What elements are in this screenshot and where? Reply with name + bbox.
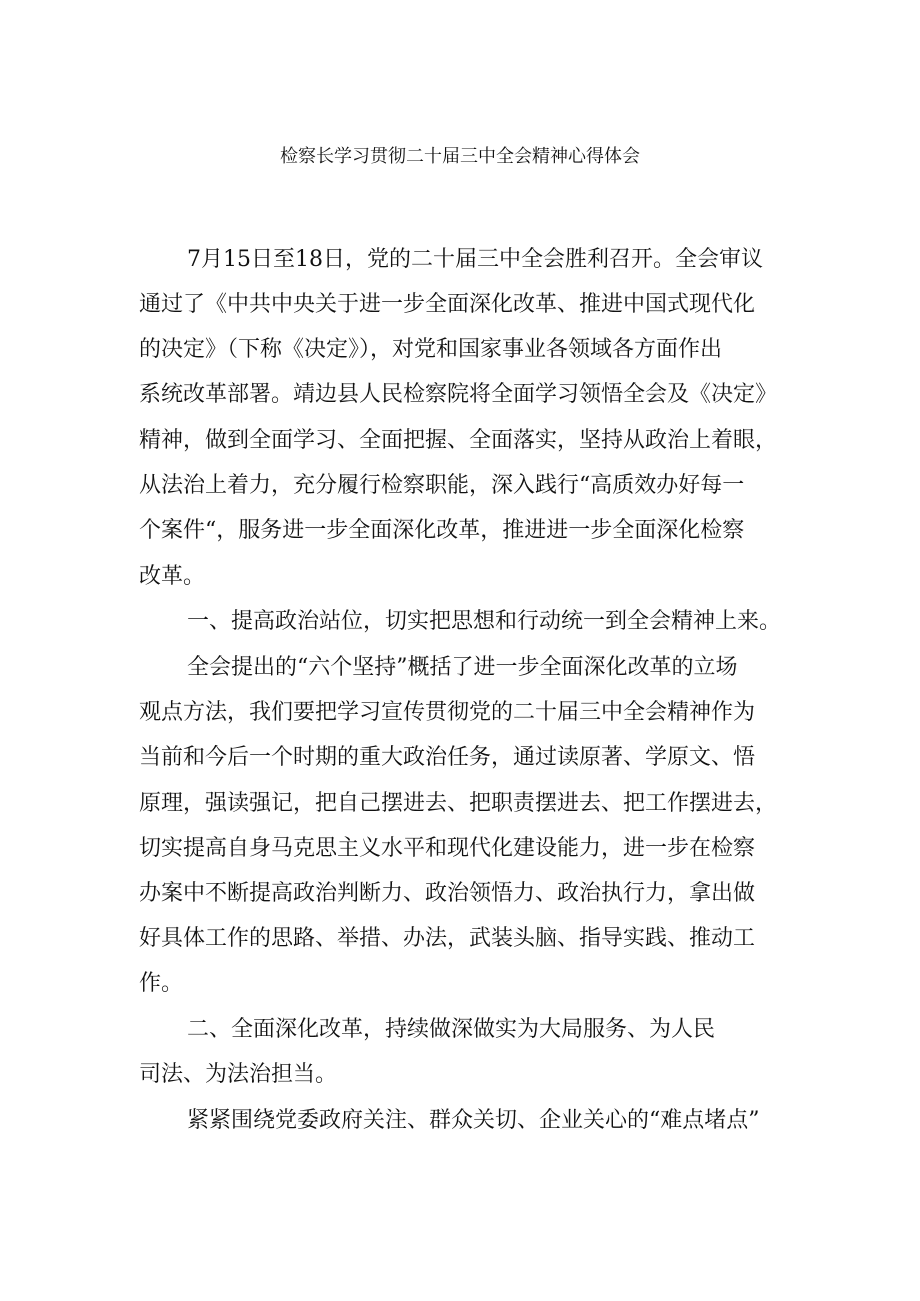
body-line: 当前和今后一个时期的重大政治任务，通过读原著、学原文、悟	[139, 745, 756, 770]
body-line: 系统改革部署。靖边县人民检察院将全面学习领悟全会及《决定》	[139, 382, 778, 407]
body-line: 作。	[139, 971, 184, 996]
body-line: 紧紧围绕党委政府关注、群众关切、企业关心的“难点堵点”	[187, 1108, 760, 1133]
body-line: 切实提高自身马克思主义水平和现代化建设能力，进一步在检察	[139, 836, 756, 861]
body-line: 观点方法，我们要把学习宣传贯彻党的二十届三中全会精神作为	[139, 700, 756, 725]
body-line: 通过了《中共中央关于进一步全面深化改革、推进中国式现代化	[139, 292, 756, 317]
section-heading: 一、提高政治站位，切实把思想和行动统一到全会精神上来。	[187, 609, 782, 634]
body-line: 的决定》（下称《决定》），对党和国家事业各领域各方面作出	[139, 337, 723, 362]
body-line: 7月15日至18日，党的二十届三中全会胜利召开。全会审议	[187, 247, 763, 272]
body-line: 改革。	[139, 564, 206, 589]
body-line: 全会提出的“六个坚持”概括了进一步全面深化改革的立场	[187, 655, 738, 680]
body-line: 从法治上着力，充分履行检察职能，深入践行“高质效办好每一	[139, 473, 745, 498]
body-line: 办案中不断提高政治判断力、政治领悟力、政治执行力，拿出做	[139, 881, 756, 906]
section-heading: 二、全面深化改革，持续做深做实为大局服务、为人民	[187, 1017, 716, 1042]
body-line: 好具体工作的思路、举措、办法，武装头脑、指导实践、推动工	[139, 926, 756, 951]
body-line: 原理，强读强记，把自己摆进去、把职责摆进去、把工作摆进去，	[139, 791, 778, 816]
body-line: 个案件“，服务进一步全面深化改革，推进进一步全面深化检察	[139, 518, 745, 543]
section-heading-cont: 司法、为法治担当。	[139, 1062, 338, 1087]
body-line: 精神，做到全面学习、全面把握、全面落实，坚持从政治上着眼，	[139, 428, 778, 453]
document-title: 检察长学习贯彻二十届三中全会精神心得体会	[280, 146, 640, 167]
